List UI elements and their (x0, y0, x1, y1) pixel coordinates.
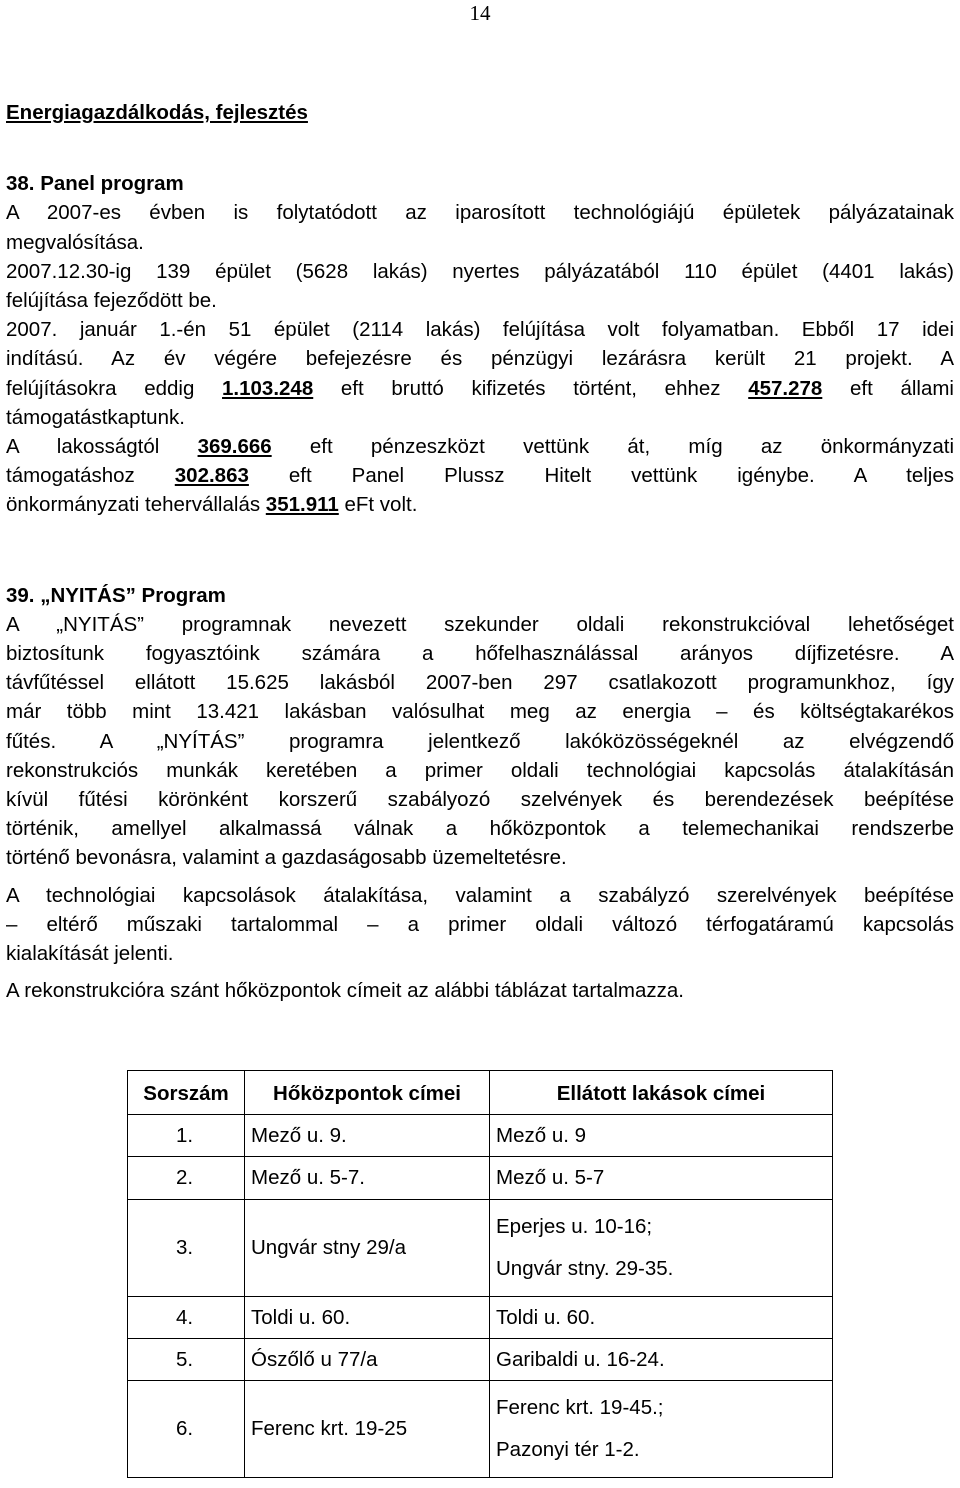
col-header-no: Sorszám (128, 1071, 245, 1115)
s38-p1-line1: A 2007-es évben is folytatódott az iparosított technológiájú épületek pályázatainak (6, 201, 954, 225)
col-header-served: Ellátott lakások címei (490, 1071, 833, 1115)
row-served: Garibaldi u. 16-24. (490, 1338, 833, 1380)
main-heading: Energiagazdálkodás, fejlesztés (6, 101, 308, 124)
s38-p2-line1: 2007.12.30-ig 139 épület (5628 lakás) nyertes pályázatából 110 épület (4401 lakás) (6, 259, 954, 283)
row-center: Ungvár stny 29/a (245, 1199, 490, 1296)
served-line: Ungvár stny. 29-35. (496, 1256, 674, 1280)
text: eFt volt. (338, 493, 418, 517)
col-header-center: Hőközpontok címei (245, 1071, 490, 1115)
s38-p1-line2: megvalósítása. (6, 230, 144, 254)
s39-line: távfűtéssel ellátott 15.625 lakásból 2007-ben 297 csatlakozott programunkhoz, így (6, 671, 954, 695)
section-38-title: 38. Panel program (6, 172, 184, 196)
document-body (6, 98, 954, 1005)
row-center: Toldi u. 60. (245, 1296, 490, 1338)
served-line: Pazonyi tér 1-2. (496, 1438, 640, 1462)
s39-line: rekonstrukciós munkák keretében a primer oldali technológiai kapcsolás átalakításán (6, 758, 954, 782)
text: A lakosságtól (6, 435, 198, 459)
amount-state: 457.278 (748, 376, 823, 400)
text: önkormányzati tehervállalás (6, 493, 266, 517)
row-center: Ószőlő u 77/a (245, 1338, 490, 1380)
s39-line: A „NYITÁS” programnak nevezett szekunder oldali rekonstrukcióval lehetőséget (6, 612, 954, 636)
s38-p2-line2: felújítása fejeződött be. (6, 289, 217, 313)
s39-p2-line: A technológiai kapcsolások átalakítása, valamint a szabályzó szerelvények beépítése (6, 883, 954, 907)
page-number: 14 (469, 1, 491, 25)
s39-p2-line: kialakítását jelenti. (6, 942, 174, 966)
row-number: 1. (128, 1115, 245, 1157)
table-row (128, 1381, 833, 1478)
text: eft pénzeszközt vettünk át, míg az önkormányzati (271, 435, 954, 459)
s39-p3: A rekonstrukcióra szánt hőközpontok címeit az alábbi táblázat tartalmazza. (6, 979, 684, 1003)
row-served: Mező u. 5-7 (490, 1157, 833, 1199)
row-center: Ferenc krt. 19-25 (245, 1381, 490, 1478)
s38-p4-line1 (6, 432, 954, 461)
section-39 (6, 581, 954, 1006)
s39-line: már több mint 13.421 lakásban valósulhat meg az energia – és költségtakarékos (6, 700, 954, 724)
table-row (128, 1157, 833, 1199)
amount-municipal: 351.911 (265, 493, 339, 517)
row-center: Mező u. 5-7. (245, 1157, 490, 1199)
row-served (490, 1199, 833, 1296)
s39-line: kívül fűtési körönként korszerű szabályozó szelvények és berendezések beépítése (6, 788, 954, 812)
text: eft bruttó kifizetés történt, ehhez (313, 376, 749, 400)
row-served: Mező u. 9 (490, 1115, 833, 1157)
row-served: Toldi u. 60. (490, 1296, 833, 1338)
s39-line: biztosítunk fogyasztóink számára a hőfelhasználással arányos díjfizetésre. A (6, 642, 954, 666)
amount-residents: 369.666 (197, 435, 272, 459)
s39-line: történő bevonásra, valamint a gazdaságosabb üzemeltetésre. (6, 846, 567, 870)
table-row (128, 1199, 833, 1296)
row-number: 4. (128, 1296, 245, 1338)
row-center: Mező u. 9. (245, 1115, 490, 1157)
table-row (128, 1296, 833, 1338)
section-38 (6, 169, 954, 519)
table-header-row (128, 1071, 833, 1115)
s38-p3-line4: támogatástkaptunk. (6, 405, 185, 429)
heat-centers-table (127, 1070, 833, 1478)
section-39-title: 39. „NYITÁS” Program (6, 583, 226, 607)
table-row (128, 1338, 833, 1380)
row-number: 5. (128, 1338, 245, 1380)
row-number: 6. (128, 1381, 245, 1478)
served-line: Ferenc krt. 19-45.; (496, 1396, 664, 1420)
amount-total: 1.103.248 (222, 376, 314, 400)
text: eft Panel Plussz Hitelt vettünk igénybe. A teljes (248, 464, 954, 488)
s38-p3-line2: indítású. Az év végére befejezésre és pénzügyi lezárásra került 21 projekt. A (6, 347, 954, 371)
s38-p3-line1: 2007. január 1.-én 51 épület (2114 lakás) felújítása volt folyamatban. Ebből 17 idei (6, 318, 954, 342)
row-served (490, 1381, 833, 1478)
text: felújításokra eddig (6, 376, 223, 400)
row-number: 2. (128, 1157, 245, 1199)
s38-p3-line3 (6, 374, 954, 403)
text: támogatáshoz (6, 464, 175, 488)
s39-p2-line: – eltérő műszaki tartalommal – a primer oldali változó térfogatáramú kapcsolás (6, 912, 954, 936)
amount-loan: 302.863 (174, 464, 249, 488)
s38-p4-line2 (6, 461, 954, 490)
served-line: Eperjes u. 10-16; (496, 1214, 653, 1238)
s39-line: történik, amellyel alkalmassá válnak a hőközpontok a telemechanikai rendszerbe (6, 817, 954, 841)
table-row (128, 1115, 833, 1157)
s38-p4-line3 (6, 490, 954, 519)
s39-line: fűtés. A „NYÍTÁS” programra jelentkező lakóközösségeknél az elvégzendő (6, 729, 954, 753)
row-number: 3. (128, 1199, 245, 1296)
text: eft állami (822, 376, 954, 400)
